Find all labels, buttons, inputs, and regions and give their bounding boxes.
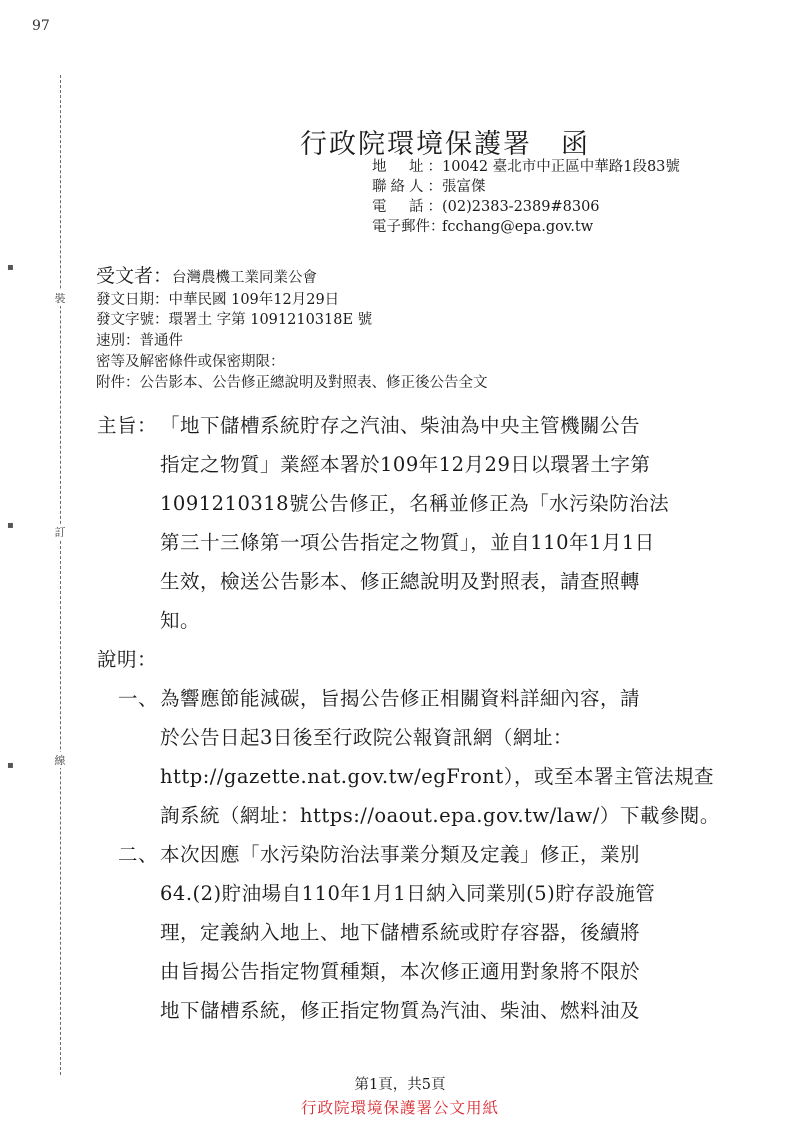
recipient-value: 台灣農機工業同業公會 (172, 270, 318, 286)
subject-line: 「地下儲槽系統貯存之汽油、柴油為中央主管機關公告 (160, 414, 641, 437)
binding-line (60, 75, 61, 1075)
phone-label: 電 話： (372, 199, 442, 215)
item-2-line: 由旨揭公告指定物質種類，本次修正適用對象將不限於 (160, 960, 641, 983)
doc-number-value: 環署土 字第 1091210318E 號 (168, 312, 373, 328)
footer-letterhead: 行政院環境保護署公文用紙 (300, 1099, 499, 1117)
doc-number-row (96, 308, 372, 329)
doc-number-label: 發文字號： (96, 312, 169, 328)
email-label: 電子郵件： (372, 219, 445, 235)
person-label: 聯絡人： (372, 179, 442, 195)
page-corner-number: 97 (32, 18, 50, 34)
address-value: 10042 臺北市中正區中華路1段83號 (442, 159, 680, 175)
date-row (96, 288, 339, 309)
address-label: 地 址： (372, 159, 442, 175)
item-2-line: 理，定義納入地上、地下儲槽系統或貯存容器，後續將 (160, 921, 641, 944)
item-2-line: 地下儲槽系統，修正指定物質為汽油、柴油、燃料油及 (160, 999, 641, 1022)
attachment-label: 附件： (96, 375, 140, 391)
item-1-line: 為響應節能減碳，旨揭公告修正相關資料詳細內容，請 (160, 687, 641, 710)
secrecy-label: 密等及解密條件或保密期限： (96, 354, 285, 370)
recipient-label: 受文者： (96, 265, 173, 287)
item-1-line: 於公告日起3日後至行政院公報資訊網（網址： (160, 726, 573, 749)
binding-mark-middle: 訂 (52, 524, 68, 540)
subject-label: 主旨： (97, 414, 158, 437)
contact-email (372, 217, 593, 237)
document-title: 行政院環境保護署 函 (300, 129, 590, 160)
item-2-line: 本次因應「水污染防治法事業分類及定義」修正，業別 (160, 843, 641, 866)
subject-line: 指定之物質」業經本署於109年12月29日以環署土字第 (160, 453, 651, 476)
item-1-line: http://gazette.nat.gov.tw/egFront），或至本署主管法規查 (160, 765, 714, 788)
footer-page-count: 第1頁，共5頁 (354, 1077, 446, 1093)
subject-line: 第三十三條第一項公告指定之物質」，並自110年1月1日 (160, 531, 655, 554)
speed-label: 速別： (96, 333, 140, 349)
date-label: 發文日期： (96, 292, 169, 308)
speed-value: 普通件 (139, 333, 183, 349)
item-1-line: 詢系統（網址：https://oaout.epa.gov.tw/law/）下載參閱。 (160, 804, 720, 827)
subject-line: 生效，檢送公告影本、修正總說明及對照表，請查照轉 (160, 570, 641, 593)
contact-phone (372, 197, 600, 217)
secrecy-row (96, 350, 285, 371)
phone-value: (02)2383-2389#8306 (442, 199, 600, 215)
binding-mark-bottom: 線 (52, 752, 68, 768)
margin-tick: ▪ (7, 520, 14, 531)
attachment-row (96, 371, 488, 392)
person-value: 張富傑 (442, 179, 486, 195)
explanation-label: 說明： (97, 648, 158, 671)
binding-mark-top: 裝 (52, 290, 68, 306)
margin-tick: ▪ (7, 262, 14, 273)
contact-address (372, 157, 680, 177)
subject-line: 1091210318號公告修正，名稱並修正為「水污染防治法 (160, 492, 670, 515)
item-1-number: 一、 (118, 687, 159, 710)
speed-row (96, 329, 183, 350)
margin-tick: ▪ (7, 760, 14, 771)
item-2-line: 64.(2)貯油場自110年1月1日納入同業別(5)貯存設施管 (160, 882, 656, 905)
contact-person (372, 177, 486, 197)
date-value: 中華民國 109年12月29日 (168, 292, 340, 308)
recipient-row (96, 261, 317, 288)
item-2-number: 二、 (118, 843, 159, 866)
email-value: fcchang@epa.gov.tw (442, 219, 594, 235)
attachment-value: 公告影本、公告修正總說明及對照表、修正後公告全文 (139, 375, 488, 391)
subject-line: 知。 (160, 609, 201, 632)
